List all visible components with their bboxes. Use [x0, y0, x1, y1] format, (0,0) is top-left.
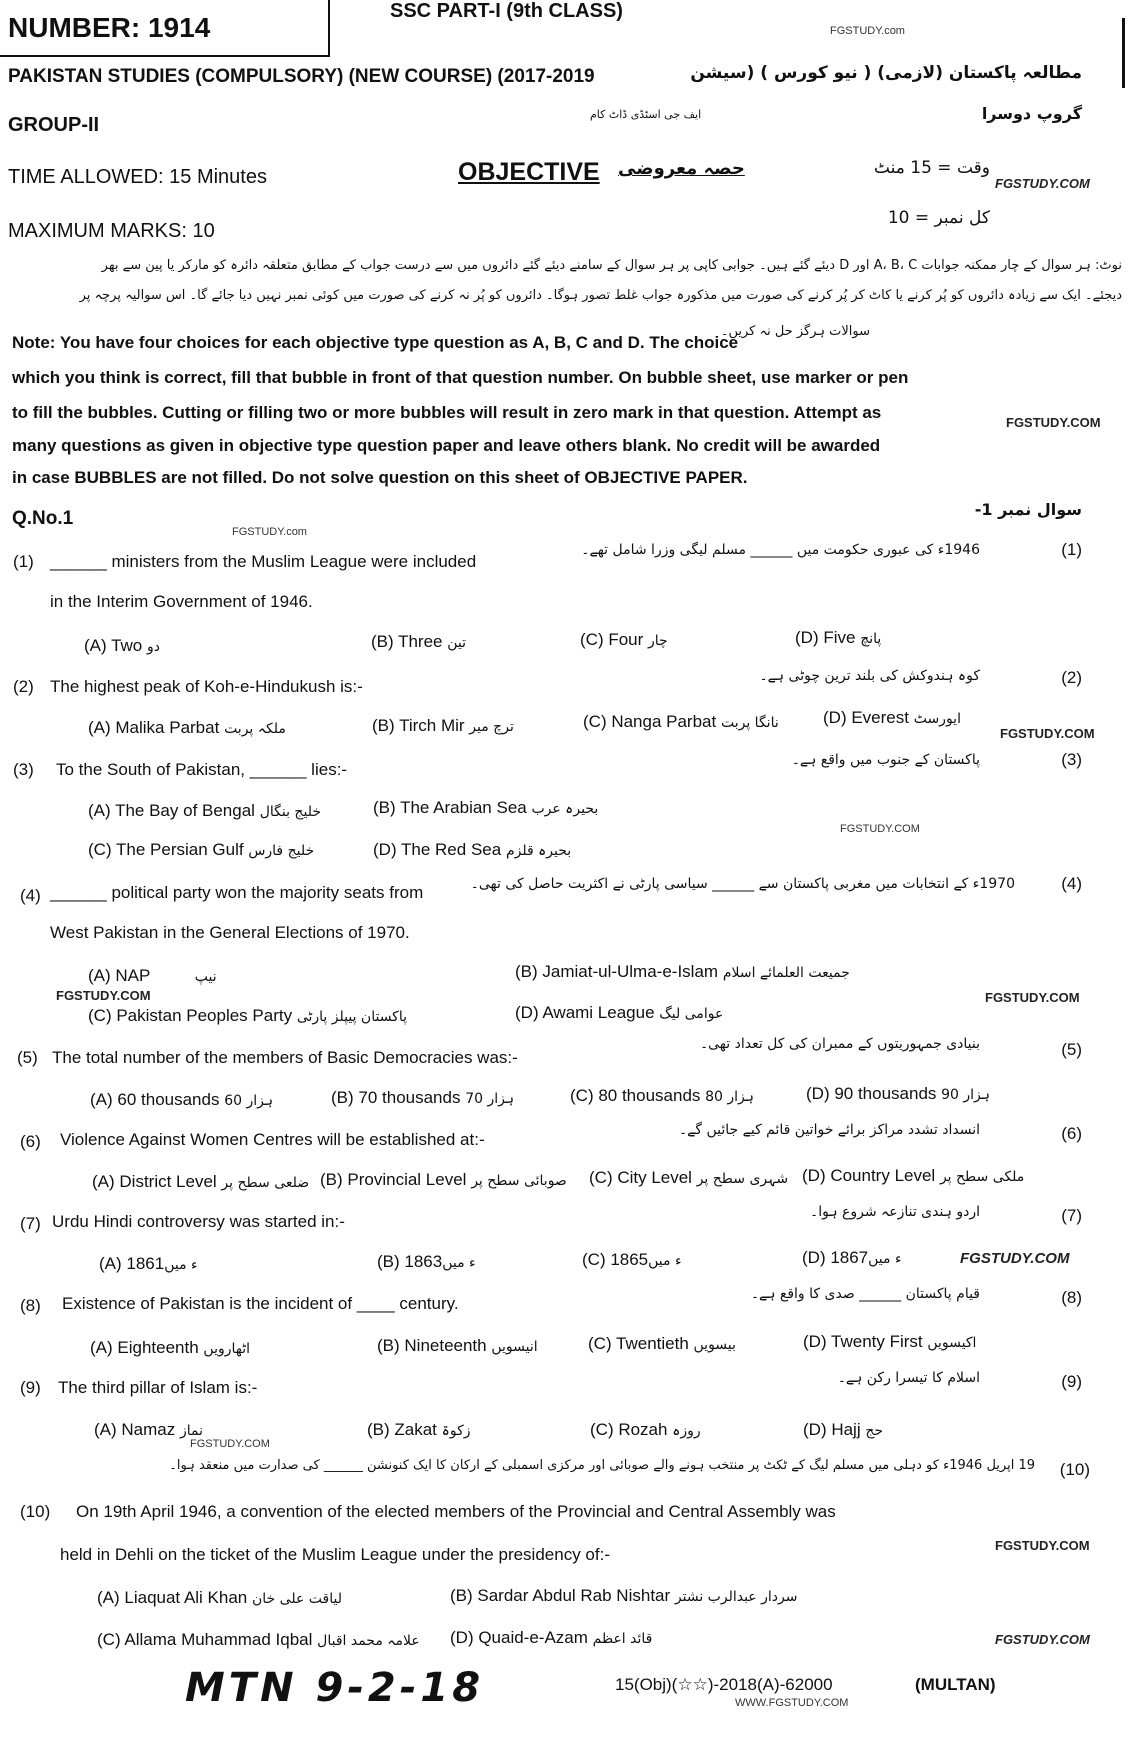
option-a: (A) Malika Parbat	[88, 718, 220, 737]
question-number: (3)	[13, 760, 34, 779]
option-a-urdu: ء میں	[164, 1257, 198, 1273]
option-c: (C) Four	[580, 630, 644, 649]
watermark: FGSTUDY.COM	[995, 1632, 1090, 1647]
paper-number-box	[0, 0, 330, 57]
option-d: (D) Twenty First	[803, 1332, 923, 1351]
watermark: FGSTUDY.COM	[840, 823, 920, 835]
option-a: (A) The Bay of Bengal	[88, 801, 255, 820]
question-number: (10)	[20, 1502, 51, 1521]
option-b: (B) Jamiat-ul-Ulma-e-Islam	[515, 962, 719, 981]
option-a: (A) NAP	[88, 966, 151, 985]
option-a: (A) Liaquat Ali Khan	[97, 1588, 248, 1607]
option-b: (B) 70 thousands	[331, 1088, 461, 1107]
option-c: (C) Rozah	[590, 1420, 668, 1439]
option-d: (D) The Red Sea	[373, 840, 502, 859]
option-c: (C) 80 thousands	[570, 1086, 701, 1105]
question-text-urdu: پاکستان کے جنوب میں واقع ہے۔	[791, 752, 980, 768]
handwritten-date: MTN 9-2-18	[185, 1665, 485, 1711]
note-line: to fill the bubbles. Cutting or filling two or more bubbles will result in zero mark in that question. Attempt as	[12, 403, 882, 422]
subject-title-urdu: مطالعہ پاکستان (لازمی) ( نیو کورس ) (سیشن	[690, 63, 1082, 83]
objective-heading-urdu: حصہ معروضی	[618, 158, 745, 179]
option-c: (C) 1865	[582, 1250, 649, 1269]
question-text-urdu: بنیادی جمہوریتوں کے ممبران کی کل تعداد تھی۔	[699, 1036, 980, 1052]
option-b: (B) Sardar Abdul Rab Nishtar	[450, 1586, 671, 1605]
option-c-urdu: روزہ	[672, 1423, 701, 1439]
question-text-urdu: قیام پاکستان ______ صدی کا واقع ہے۔	[750, 1286, 980, 1302]
option-a-urdu: دو	[147, 639, 160, 655]
option-b-urdu: ترچ میر	[469, 719, 514, 735]
option-b: (B) 1863	[377, 1252, 443, 1271]
option-d-urdu: ملکی سطح پر	[939, 1169, 1025, 1185]
option-d: (D) Awami League	[515, 1003, 655, 1022]
option-b-urdu: بحیرہ عرب	[531, 801, 599, 817]
option-c-urdu: نانگا پربت	[720, 715, 779, 731]
question-number: (9)	[20, 1378, 41, 1397]
question-text: The third pillar of Islam is:-	[58, 1378, 258, 1397]
question-number: (4)	[20, 886, 41, 905]
option-b-urdu: انیسویں	[491, 1339, 538, 1355]
question-number-urdu: (1)	[1061, 540, 1082, 559]
question-text-urdu: 1946ء کی عبوری حکومت میں ______ مسلم لیگی وزرا شامل تھے۔	[581, 542, 980, 558]
question-text: Existence of Pakistan is the incident of ____ century.	[62, 1294, 459, 1313]
question-number-urdu: (2)	[1061, 668, 1082, 687]
group-label-urdu: گروپ دوسرا	[981, 104, 1082, 123]
question-number: (5)	[17, 1048, 38, 1067]
question-text-urdu: اسلام کا تیسرا رکن ہے۔	[837, 1370, 980, 1386]
option-a: (A) 1861	[99, 1254, 165, 1273]
option-c-urdu: بیسویں	[693, 1337, 736, 1353]
option-d-urdu: بحیرہ قلزم	[505, 843, 572, 859]
option-c: (C) Allama Muhammad Iqbal	[97, 1630, 313, 1649]
option-b: (B) Zakat	[367, 1420, 437, 1439]
time-allowed: TIME ALLOWED: 15 Minutes	[8, 166, 267, 188]
option-d-urdu: 90 ہزار	[941, 1087, 990, 1103]
option-c: (C) Twentieth	[588, 1334, 689, 1353]
watermark: FGSTUDY.COM	[56, 988, 151, 1003]
option-a: (A) Two	[84, 636, 143, 655]
option-b-urdu: صوبائی سطح پر	[471, 1173, 567, 1189]
group-label: GROUP-II	[8, 114, 100, 136]
paper-number: NUMBER: 1914	[8, 12, 211, 43]
watermark: FGSTUDY.COM	[960, 1250, 1070, 1267]
note-line: many questions as given in objective type question paper and leave others blank. No credit will be awarded	[12, 436, 881, 455]
question-text: On 19th April 1946, a convention of the elected members of the Provincial and Central Assembly was	[76, 1502, 836, 1521]
question-number-urdu: (4)	[1061, 874, 1082, 893]
board-name: (MULTAN)	[915, 1675, 996, 1694]
margin-line	[1122, 18, 1125, 88]
question-text: Violence Against Women Centres will be established at:-	[60, 1130, 485, 1149]
option-c-urdu: چار	[648, 633, 668, 649]
question-text: Urdu Hindi controversy was started in:-	[52, 1212, 345, 1231]
option-d-urdu: اکیسویں	[927, 1335, 977, 1351]
question-section-label-urdu: سوال نمبر 1-	[974, 500, 1082, 519]
question-text: ______ ministers from the Muslim League were included	[50, 552, 477, 571]
option-b: (B) The Arabian Sea	[373, 798, 527, 817]
option-c-urdu: خلیج فارس	[248, 843, 315, 859]
question-text: To the South of Pakistan, ______ lies:-	[56, 760, 348, 779]
watermark-urdu: ایف جی اسٹڈی ڈاٹ کام	[590, 108, 702, 121]
question-text: The total number of the members of Basic Democracies was:-	[52, 1048, 518, 1067]
option-b-urdu: سردار عبدالرب نشتر	[674, 1589, 798, 1605]
option-b-urdu: ء میں	[442, 1255, 476, 1271]
option-c-urdu: پاکستان پیپلز پارٹی	[296, 1009, 408, 1025]
watermark: WWW.FGSTUDY.COM	[735, 1697, 849, 1709]
question-number-urdu: (3)	[1061, 750, 1082, 769]
question-number: (7)	[20, 1214, 41, 1233]
option-d-urdu: ء میں	[868, 1251, 902, 1267]
option-d: (D) Five	[795, 628, 856, 647]
question-number: (8)	[20, 1296, 41, 1315]
option-a-urdu: خلیج بنگال	[259, 804, 321, 820]
option-b-urdu: زکوۃ	[441, 1423, 471, 1439]
watermark: FGSTUDY.COM	[995, 176, 1090, 191]
option-c-urdu: 80 ہزار	[705, 1089, 754, 1105]
option-c: (C) Pakistan Peoples Party	[88, 1006, 293, 1025]
note-line: Note: You have four choices for each objective type question as A, B, C and D. The choice	[12, 333, 739, 352]
question-text: in the Interim Government of 1946.	[50, 592, 313, 611]
paper-code: 15(Obj)(☆☆)-2018(A)-62000	[615, 1675, 833, 1694]
option-a: (A) District Level	[92, 1172, 217, 1191]
option-b: (B) Provincial Level	[320, 1170, 467, 1189]
option-a-urdu: اٹھارویں	[203, 1341, 251, 1357]
option-d-urdu: عوامی لیگ	[659, 1006, 724, 1022]
option-c-urdu: علامہ محمد اقبال	[317, 1633, 420, 1649]
option-d-urdu: پانچ	[860, 631, 882, 647]
option-c: (C) The Persian Gulf	[88, 840, 244, 859]
option-b: (B) Tirch Mir	[372, 716, 465, 735]
watermark: FGSTUDY.com	[232, 526, 307, 538]
class-title: SSC PART-I (9th CLASS)	[390, 0, 623, 22]
question-text: ______ political party won the majority seats from	[50, 883, 424, 902]
question-text-urdu: 1970ء کے انتخابات میں مغربی پاکستان سے ______ سیاسی پارٹی نے اکثریت حاصل کی تھی۔	[470, 876, 1015, 892]
question-number-urdu: (9)	[1061, 1372, 1082, 1391]
option-d: (D) 1867	[802, 1248, 869, 1267]
option-a-urdu: نماز	[179, 1423, 203, 1439]
note-urdu-line: سوالات ہرگز حل نہ کریں۔	[720, 324, 870, 339]
option-a: (A) Eighteenth	[90, 1338, 199, 1357]
watermark: FGSTUDY.com	[830, 25, 905, 37]
option-b-urdu: 70 ہزار	[465, 1091, 515, 1107]
option-d-urdu: حج	[865, 1423, 884, 1439]
option-d-urdu: قائد اعظم	[592, 1631, 653, 1647]
option-d: (D) Hajj	[803, 1420, 861, 1439]
question-text: The highest peak of Koh-e-Hindukush is:-	[50, 677, 363, 696]
option-d: (D) 90 thousands	[806, 1084, 937, 1103]
option-a-urdu: ملکہ پربت	[224, 721, 286, 737]
question-number-urdu: (5)	[1061, 1040, 1082, 1059]
option-b-urdu: جمیعت العلمائے اسلام	[722, 965, 850, 981]
option-b: (B) Three	[371, 632, 443, 651]
option-d: (D) Country Level	[802, 1166, 936, 1185]
option-b: (B) Nineteenth	[377, 1336, 487, 1355]
maximum-marks-urdu: کل نمبر = 10	[887, 208, 990, 228]
note-line: in case BUBBLES are not filled. Do not solve question on this sheet of OBJECTIVE PAPER.	[12, 468, 748, 487]
option-a-urdu: 60 ہزار	[224, 1093, 274, 1109]
maximum-marks: MAXIMUM MARKS: 10	[8, 220, 215, 242]
question-text: West Pakistan in the General Elections of 1970.	[50, 923, 410, 942]
option-d-urdu: ایورسٹ	[913, 711, 961, 727]
subject-title: PAKISTAN STUDIES (COMPULSORY) (NEW COURSE) (2017-2019	[8, 66, 595, 87]
note-line: which you think is correct, fill that bubble in front of that question number. On bubble sheet, use marker or pen	[12, 368, 909, 387]
question-text-urdu: کوہ ہندوکش کی بلند ترین چوٹی ہے۔	[759, 668, 980, 684]
option-a-urdu: لیاقت علی خان	[252, 1591, 342, 1607]
question-number-urdu: (7)	[1061, 1206, 1082, 1225]
option-a: (A) Namaz	[94, 1420, 176, 1439]
watermark: FGSTUDY.COM	[190, 1438, 270, 1450]
objective-heading: OBJECTIVE	[458, 158, 600, 186]
option-a-urdu: ضلعی سطح پر	[221, 1175, 310, 1191]
question-text: held in Dehli on the ticket of the Muslim League under the presidency of:-	[60, 1545, 610, 1564]
watermark: FGSTUDY.COM	[985, 990, 1080, 1005]
question-number: (1)	[13, 552, 34, 571]
option-a: (A) 60 thousands	[90, 1090, 220, 1109]
question-text-urdu: 19 اپریل 1946ء کو دہلی میں مسلم لیگ کے ٹکٹ پر منتخب ہونے والے صوبائی اور مرکزی اسمبلی کے ارکان کا ایک کنونشن ______ کی صدارت میں منعقد ہوا۔	[169, 1458, 1035, 1473]
time-allowed-urdu: وقت = 15 منٹ	[873, 158, 990, 178]
option-c-urdu: شہری سطح پر	[696, 1171, 789, 1187]
note-urdu-line: نوٹ: ہر سوال کے چار ممکنہ جوابات A، B، C اور D دیئے گئے ہیں۔ جوابی کاپی پر ہر سوال کے سامنے دیئے گئے دائروں میں سے درست جواب کے مطابق متعلقہ دائرہ کو مارکر یا پین سے بھر	[101, 258, 1122, 273]
question-number-urdu: (10)	[1059, 1460, 1090, 1479]
question-number-urdu: (8)	[1061, 1288, 1082, 1307]
note-urdu-line: دیجئے۔ ایک سے زیادہ دائروں کو پُر کرنے یا کاٹ کر پُر کرنے کی صورت میں مذکورہ جواب غلط تصور ہوگا۔ دائروں کو پُر نہ کرنے کی صورت میں کوئی نمبر نہیں دیا جائے گا۔ اس سوالیہ پرچہ پر	[79, 288, 1122, 303]
watermark: FGSTUDY.COM	[1000, 726, 1095, 741]
option-d: (D) Quaid-e-Azam	[450, 1628, 588, 1647]
option-c-urdu: ء میں	[648, 1253, 682, 1269]
watermark: FGSTUDY.COM	[1006, 415, 1101, 430]
option-d: (D) Everest	[823, 708, 909, 727]
option-c: (C) Nanga Parbat	[583, 712, 717, 731]
question-section-label: Q.No.1	[12, 508, 74, 529]
question-number: (2)	[13, 677, 34, 696]
question-text-urdu: انسداد تشدد مراکز برائے خواتین قائم کیے جائیں گے۔	[678, 1122, 980, 1138]
option-a-urdu: نیپ	[194, 969, 217, 985]
option-c: (C) City Level	[589, 1168, 692, 1187]
question-number: (6)	[20, 1132, 41, 1151]
watermark: FGSTUDY.COM	[995, 1538, 1090, 1553]
question-number-urdu: (6)	[1061, 1124, 1082, 1143]
option-b-urdu: تین	[447, 635, 467, 651]
question-text-urdu: اردو ہندی تنازعہ شروع ہوا۔	[810, 1204, 980, 1220]
